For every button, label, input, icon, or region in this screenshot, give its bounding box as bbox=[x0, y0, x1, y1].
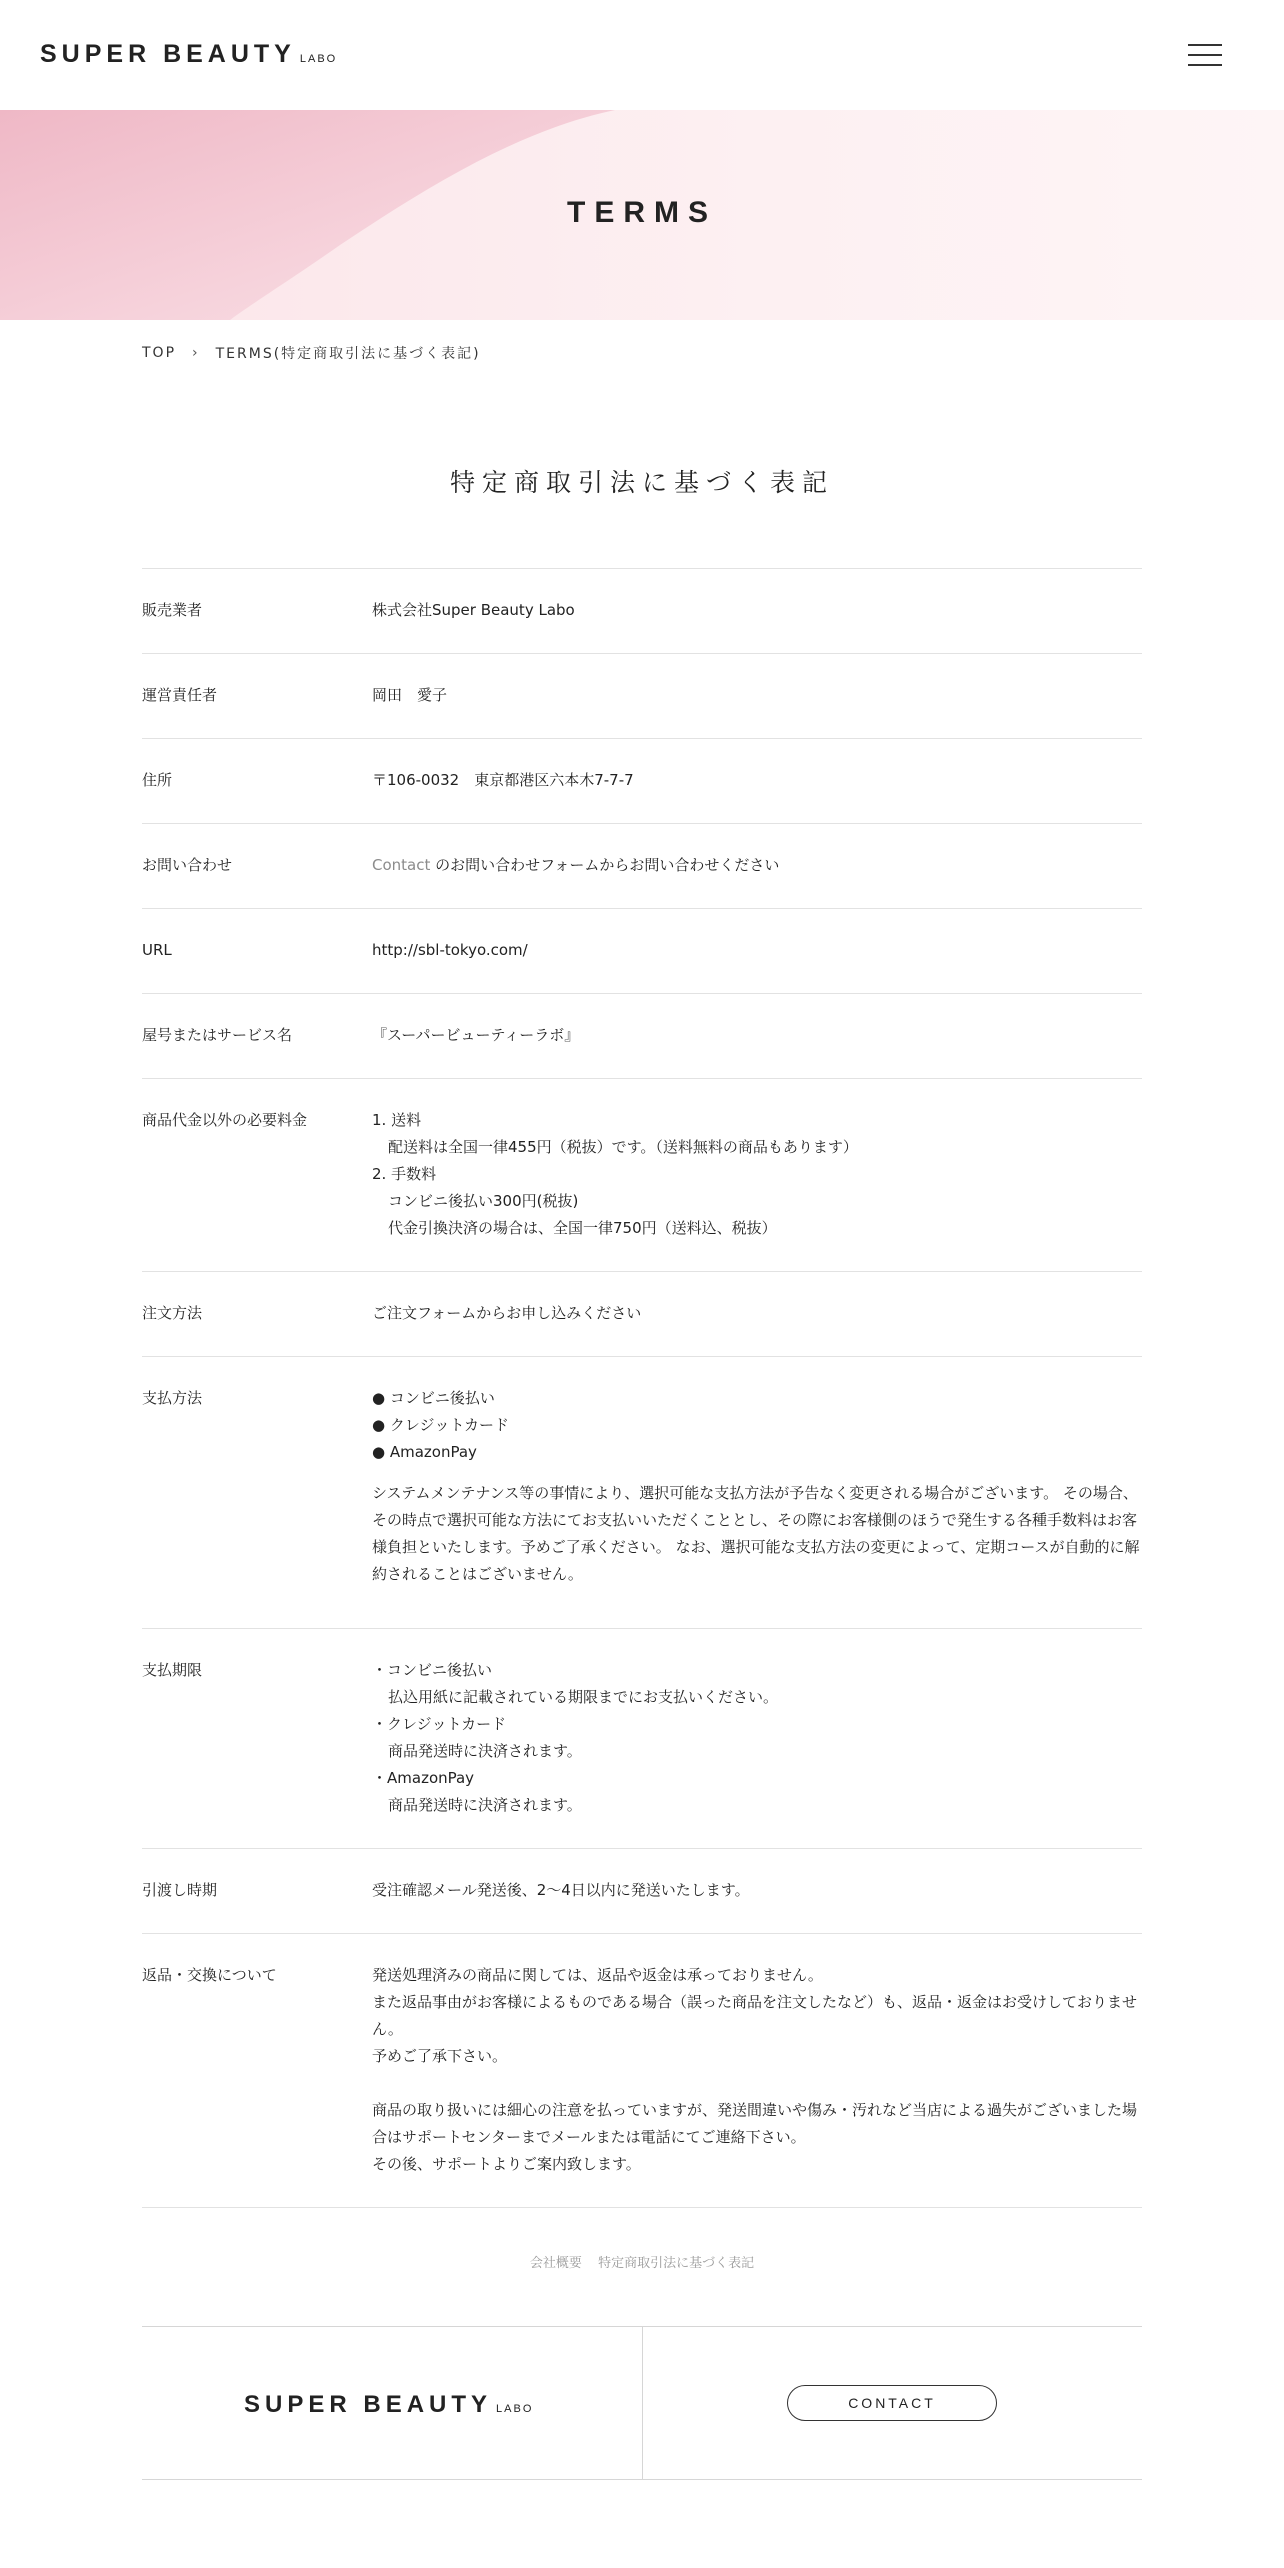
site-logo[interactable] bbox=[40, 40, 337, 69]
hero-banner bbox=[0, 110, 1284, 320]
row-value-address: 〒106-0032 東京都港区六本木7-7-7 bbox=[372, 771, 634, 789]
row-label-url: URL bbox=[142, 941, 172, 959]
breadcrumb bbox=[142, 343, 481, 363]
row-label-shop-name: 屋号またはサービス名 bbox=[142, 1026, 293, 1044]
row-label-order: 注文方法 bbox=[142, 1304, 203, 1322]
row-value-shop-name: 『スーパービューティーラボ』 bbox=[372, 1026, 580, 1044]
page-title: 特定商取引法に基づく表記 bbox=[449, 468, 834, 497]
fees-line: 代金引換決済の場合は、全国一律750円（送料込、税抜） bbox=[388, 1219, 777, 1237]
deadline-line: 商品発送時に決済されます。 bbox=[388, 1742, 582, 1760]
table-row bbox=[142, 909, 1142, 994]
row-value-url: http://sbl-tokyo.com/ bbox=[372, 941, 528, 959]
chevron-right-icon: › bbox=[192, 345, 200, 361]
row-label-address: 住所 bbox=[142, 771, 173, 789]
footer-links bbox=[0, 2252, 1284, 2271]
footer-box bbox=[142, 2326, 1142, 2480]
footer-divider bbox=[642, 2327, 643, 2479]
row-value-deadline bbox=[372, 1657, 1142, 1819]
row-value-manager: 岡田 愛子 bbox=[372, 686, 448, 704]
returns-text: 発送処理済みの商品に関しては、返品や返金は承っておりません。 bbox=[372, 1966, 823, 1984]
row-value-delivery: 受注確認メール発送後、2～4日以内に発送いたします。 bbox=[372, 1881, 750, 1899]
terms-table bbox=[142, 568, 1142, 2208]
row-label-payment: 支払方法 bbox=[142, 1389, 203, 1407]
footer-logo-sub-text: LABO bbox=[496, 2403, 534, 2415]
site-header bbox=[0, 0, 1284, 110]
payment-method: ● AmazonPay bbox=[372, 1443, 477, 1461]
payment-note: システムメンテナンス等の事情により、選択可能な支払方法が予告なく変更される場合がございます。 その場合、その時点で選択可能な方法にてお支払いいただくこととし、その際にお客様側のほうで発生する各種手数料はお客様負担といたします。予めご了承ください。 なお、選択可能な支払方法の変更によって、定期コースが自動的に解約されることはございません。 bbox=[372, 1484, 1140, 1583]
table-row bbox=[142, 569, 1142, 654]
row-label-seller: 販売業者 bbox=[142, 601, 203, 619]
contact-link[interactable]: Contact bbox=[372, 856, 431, 874]
row-label-fees: 商品代金以外の必要料金 bbox=[142, 1111, 308, 1129]
row-label-manager: 運営責任者 bbox=[142, 686, 218, 704]
table-row bbox=[142, 1272, 1142, 1357]
deadline-line: ・クレジットカード bbox=[372, 1715, 507, 1733]
returns-text: 商品の取り扱いには細心の注意を払っていますが、発送間違いや傷み・汚れなど当店による過失がございました場合はサポートセンターまでメールまたは電話にてご連絡下さい。 bbox=[372, 2101, 1138, 2146]
footer-logo-main-text: SUPER BEAUTY bbox=[244, 2391, 493, 2418]
contact-button[interactable]: CONTACT bbox=[787, 2385, 997, 2421]
deadline-line: ・AmazonPay bbox=[372, 1769, 475, 1787]
payment-method: ● クレジットカード bbox=[372, 1416, 510, 1434]
deadline-line: 払込用紙に記載されている期限までにお支払いください。 bbox=[388, 1688, 779, 1706]
row-value-returns bbox=[372, 1962, 1142, 2178]
returns-text: その後、サポートよりご案内致します。 bbox=[372, 2155, 641, 2173]
row-value-order: ご注文フォームからお申し込みください bbox=[372, 1304, 642, 1322]
table-row bbox=[142, 1079, 1142, 1272]
fees-line: 1. 送料 bbox=[372, 1111, 422, 1129]
breadcrumb-current: TERMS(特定商取引法に基づく表記) bbox=[215, 346, 481, 362]
row-value-seller: 株式会社Super Beauty Labo bbox=[372, 601, 575, 619]
table-row bbox=[142, 1629, 1142, 1849]
table-row bbox=[142, 654, 1142, 739]
row-label-returns: 返品・交換について bbox=[142, 1966, 277, 1984]
fees-line: 2. 手数料 bbox=[372, 1165, 437, 1183]
row-value-payment bbox=[372, 1385, 1142, 1588]
hero-title: TERMS bbox=[567, 196, 717, 229]
contact-text: のお問い合わせフォームからお問い合わせください bbox=[430, 856, 780, 874]
returns-text: 予めご了承下さい。 bbox=[372, 2047, 508, 2065]
returns-text: また返品事由がお客様によるものである場合（誤った商品を注文したなど）も、返品・返金はお受けしておりません。 bbox=[372, 1993, 1138, 2038]
table-row bbox=[142, 1357, 1142, 1629]
row-value-fees bbox=[372, 1107, 1142, 1242]
table-row bbox=[142, 824, 1142, 909]
row-value-contact bbox=[372, 852, 1142, 879]
table-row bbox=[142, 994, 1142, 1079]
table-row bbox=[142, 1934, 1142, 2208]
deadline-line: 商品発送時に決済されます。 bbox=[388, 1796, 582, 1814]
hamburger-menu-icon[interactable] bbox=[1188, 44, 1222, 68]
table-row bbox=[142, 739, 1142, 824]
row-label-contact: お問い合わせ bbox=[142, 856, 233, 874]
fees-line: 配送料は全国一律455円（税抜）です。（送料無料の商品もあります） bbox=[388, 1138, 858, 1156]
footer-link-company[interactable]: 会社概要 bbox=[529, 2256, 582, 2271]
deadline-line: ・コンビニ後払い bbox=[372, 1661, 493, 1679]
table-row bbox=[142, 1849, 1142, 1934]
fees-line: コンビニ後払い300円(税抜) bbox=[388, 1192, 579, 1210]
row-label-deadline: 支払期限 bbox=[142, 1661, 203, 1679]
breadcrumb-home-link[interactable]: TOP bbox=[142, 345, 177, 361]
logo-sub-text: LABO bbox=[299, 53, 338, 65]
footer-link-terms[interactable]: 特定商取引法に基づく表記 bbox=[598, 2256, 755, 2271]
payment-method: ● コンビニ後払い bbox=[372, 1389, 495, 1407]
logo-main-text: SUPER BEAUTY bbox=[40, 40, 296, 68]
footer-logo[interactable] bbox=[244, 2391, 533, 2419]
row-label-delivery: 引渡し時期 bbox=[142, 1881, 218, 1899]
